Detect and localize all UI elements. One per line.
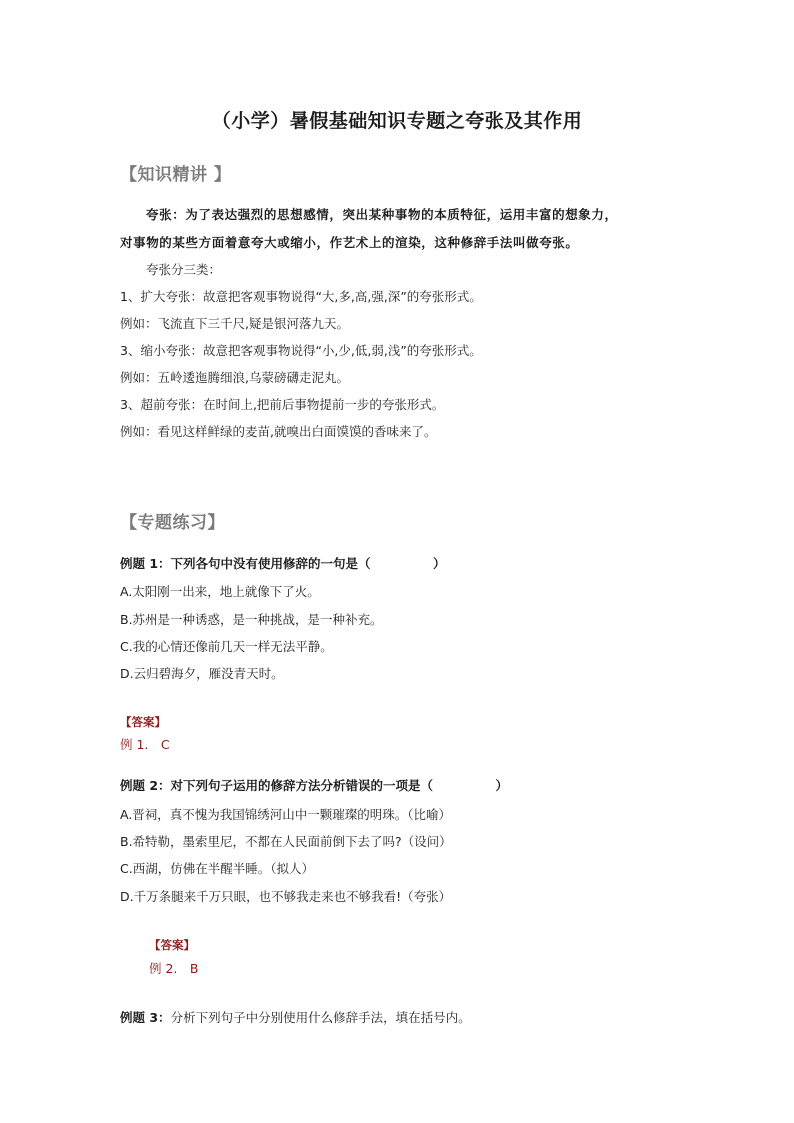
section-heading-practice: 【专题练习】	[120, 513, 225, 533]
question-1-stem: 例题 1：下列各句中没有使用修辞的一句是（ ）	[120, 556, 446, 571]
question-2-option-a: A.晋祠，真不愧为我国锦绣河山中一颗璀璨的明珠。（比喻）	[120, 807, 452, 822]
question-2-option-c: C.西湖，仿佛在半醒半睡。（拟人）	[120, 861, 314, 876]
question-3-label: 例题 3：	[120, 1010, 171, 1025]
type-1-example: 例如：飞流直下三千尺,疑是银河落九天。	[120, 316, 349, 331]
type-1-desc: 1、扩大夸张：故意把客观事物说得“大,多,高,强,深”的夸张形式。	[120, 289, 482, 304]
question-3-text: 分析下列句子中分别使用什么修辞手法，填在括号内。	[170, 1010, 471, 1025]
question-3-stem	[120, 1008, 471, 1026]
question-1-option-c: C.我的心情还像前几天一样无法平静。	[120, 639, 333, 654]
type-2-example: 例如：五岭逶迤腾细浪,乌蒙磅礴走泥丸。	[120, 370, 349, 385]
type-3-example: 例如：看见这样鲜绿的麦苗,就嗅出白面馍馍的香味来了。	[120, 424, 437, 439]
definition-line-1: 夸张：为了表达强烈的思想感情，突出某种事物的本质特征，运用丰富的想象力，	[146, 207, 618, 222]
question-2-option-d: D.千万条腿来千万只眼，也不够我走来也不够我看!（夸张）	[120, 889, 452, 904]
question-2-answer: 例 2. B	[149, 961, 199, 976]
question-2-option-b: B.希特勒，墨索里尼，不都在人民面前倒下去了吗?（设问）	[120, 834, 452, 849]
definition-line-2: 对事物的某些方面着意夸大或缩小，作艺术上的渲染，这种修辞手法叫做夸张。	[120, 235, 579, 250]
question-1-answer-label: 【答案】	[120, 715, 166, 729]
types-intro: 夸张分三类：	[146, 262, 222, 277]
type-3-desc: 3、超前夸张：在时间上,把前后事物提前一步的夸张形式。	[120, 397, 445, 412]
question-1-option-d: D.云归碧海夕，雁没青天时。	[120, 666, 284, 681]
question-2-stem: 例题 2：对下列句子运用的修辞方法分析错误的一项是（ ）	[120, 778, 509, 793]
type-2-desc: 3、缩小夸张：故意把客观事物说得“小,少,低,弱,浅”的夸张形式。	[120, 343, 482, 358]
section-heading-knowledge: 【知识精讲 】	[120, 165, 232, 185]
question-1-option-a: A.太阳刚一出来，地上就像下了火。	[120, 584, 320, 599]
question-2-answer-label: 【答案】	[149, 938, 195, 952]
question-1-answer: 例 1. C	[120, 737, 170, 752]
question-1-option-b: B.苏州是一种诱惑，是一种挑战，是一种补充。	[120, 612, 383, 627]
page-title: （小学）暑假基础知识专题之夸张及其作用	[211, 110, 583, 132]
